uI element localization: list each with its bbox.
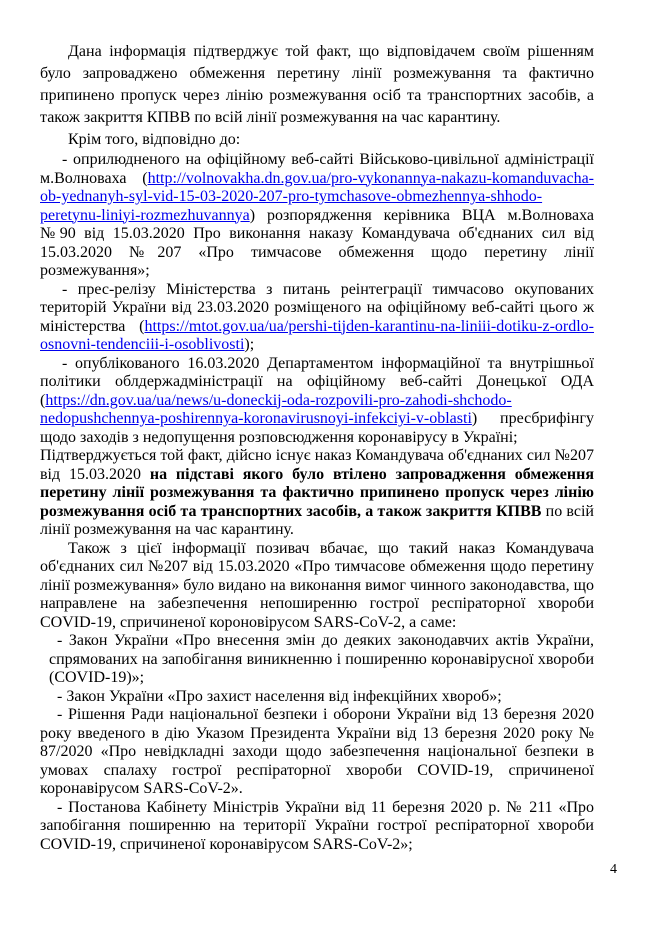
hyperlink[interactable]: https://mtot.gov.ua/ua/pershi-tijden-karantinu-na-liniii-dotiku-z-ordlo-osnovni-tendenciii-i-osoblivosti xyxy=(40,317,594,353)
text-run: Підтверджується той факт, дійсно існує наказ Командувача об'єднаних сил №207 від 15.03.2020 xyxy=(40,447,594,483)
text-run: по всій лінії розмежування на час карантину. xyxy=(40,502,594,538)
page-number: 4 xyxy=(610,862,617,877)
text-run: ); xyxy=(244,336,255,353)
paragraph xyxy=(40,799,594,855)
document-body xyxy=(40,41,594,854)
paragraph xyxy=(40,540,594,633)
paragraph xyxy=(40,706,594,799)
bold-text: на підставі якого було втілено запровадження обмеження перетину лінії розмежування та фактично припинено пропуск через лінію розмежування осіб та транспортних засобів, а також закриття КПВВ xyxy=(40,465,595,520)
paragraph xyxy=(40,129,594,151)
text-run: - прес-релізу Міністерства з питань реінтеграції тимчасово окупованих територій України від 23.03.2020 розміщеного на офіційному веб-сайті цього ж міністерства ( xyxy=(40,280,594,335)
hyperlink[interactable]: https://dn.gov.ua/ua/news/u-doneckij-oda-rozpovili-pro-zahodi-shchodo-nedopushchennya-poshirennya-koronavirusnoyi-infekciyi-v-oblasti xyxy=(40,391,512,427)
text-run: Дана інформація підтверджує той факт, що відповідачем своїм рішенням було запроваджено обмеження перетину лінії розмежування та фактично припинено пропуск через лінію розмежування осіб та транспортних засобів, а також закриття КПВВ по всій лінії розмежування на час карантину. xyxy=(40,43,594,126)
paragraph xyxy=(49,688,594,707)
text-run: - Постанова Кабінету Міністрів України від 11 березня 2020 р. № 211 «Про запобігання поширенню на території України гострої респіраторної хвороби COVID-19, спричиненої коронавірусом SARS-CoV-2»; xyxy=(40,798,594,853)
text-run: Крім того, відповідно до: xyxy=(68,131,241,148)
paragraph xyxy=(40,151,594,281)
text-run: - Рішення Ради національної безпеки і оборони України від 13 березня 2020 року введеного в дію Указом Президента України від 13 березня 2020 року № 87/2020 «Про невідкладні заходи щодо забезпечення національної безпеки в умовах спалаху гострої респіраторної хвороби COVID-19, спричиненої коронавірусом SARS-CoV-2». xyxy=(40,706,594,797)
text-run: - Закон України «Про захист населення від інфекційних хвороб»; xyxy=(57,687,502,705)
text-run: - Закон України «Про внесення змін до деяких законодавчих актів України, спрямованих на запобігання виникненню і поширенню коронавірусної хвороби (COVID-19)»; xyxy=(49,632,594,686)
paragraph xyxy=(40,41,594,129)
text-run: - опублікованого 16.03.2020 Департаментом інформаційної та внутрішньої політики облдержадміністрації на офіційному веб-сайті Донецької ОДА ( xyxy=(40,354,594,409)
text-run: ) розпорядження керівника ВЦА м.Волноваха №90 від 15.03.2020 Про виконання наказу Командувача об'єднаних сил від 15.03.2020 №207 «Про тимчасове обмеження щодо перетину лінії розмежування»; xyxy=(40,206,594,279)
text-run: - оприлюдненого на офіційному веб-сайті Військово-цивільної адміністрації м.Волноваха ( xyxy=(40,151,594,187)
hyperlink[interactable]: http://volnovakha.dn.gov.ua/pro-vykonannya-nakazu-komanduvacha-ob-yednanyh-syl-vid-15-03-2020-207-pro-tymchasove-obmezhennya-shhodo-peretynu-liniyi-rozmezhuvannya xyxy=(40,169,594,224)
text-run: Також з цієї інформації позивач вбачає, що такий наказ Командувача об'єднаних сил №207 від 15.03.2020 «Про тимчасове обмеження щодо перетину лінії розмежування» було видано на виконання вимог чинного законодавства, що направлене на забезпечення непоширенню гострої респіраторної хвороби COVID-19, спричиненої короновірусом SARS-CoV-2, а саме: xyxy=(40,539,594,631)
text-run: ) пресбрифінгу щодо заходів з недопущення розповсюдження коронавірусу в Україні; xyxy=(40,410,594,446)
paragraph xyxy=(40,355,594,448)
paragraph xyxy=(49,632,594,688)
paragraph xyxy=(40,447,594,540)
paragraph xyxy=(40,281,594,355)
